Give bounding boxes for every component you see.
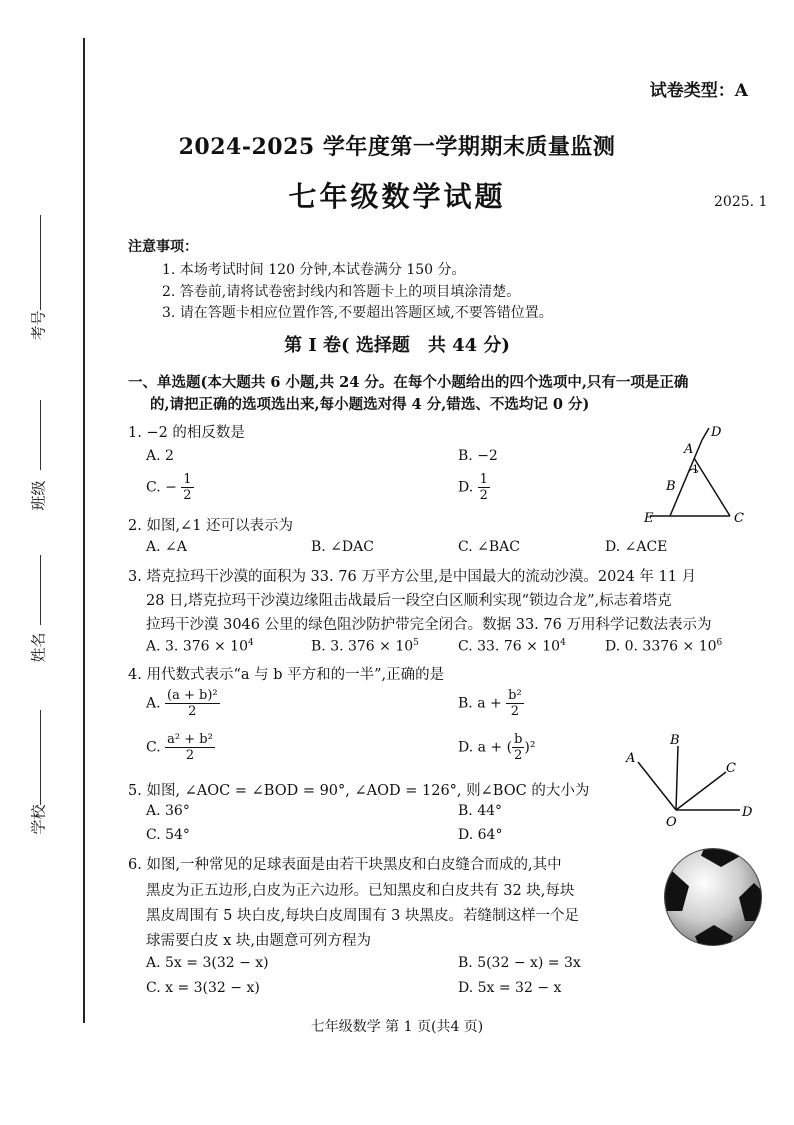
q1-d-fraction: $\frac{1}{2}$ (479, 472, 488, 503)
q3-line-1: 3. 塔克拉玛干沙漠的面积为 33. 76 万平方公里,是中国最大的流动沙漠。2024 年 11 月 (128, 569, 697, 585)
q5-stem: 5. 如图, ∠AOC = ∠BOD = 90°, ∠AOD = 126°, 则∠BOC 的大小为 (128, 783, 590, 799)
q3-line-2: 28 日,塔克拉玛干沙漠边缘阻击战最后一段空白区顺利实现“锁边合龙”,标志着塔克 (146, 593, 672, 609)
q1-c-fraction: $\frac{1}{2}$ (183, 472, 192, 503)
exam-date: 2025. 1 (714, 194, 768, 210)
q1-option-d (458, 472, 490, 503)
q1-d-prefix: D. (458, 479, 474, 496)
section-line-2: 的,请把正确的选项选出来,每小题选对得 4 分,错选、不选均记 0 分) (150, 396, 590, 413)
q3-option-d: D. 0. $3376 \times 10^6$ (605, 638, 723, 655)
page-footer: 七年级数学 第 1 页(共4 页) (310, 1019, 484, 1035)
exam-no-label: 考号 (29, 310, 48, 341)
name-line (40, 555, 41, 625)
fig2-label-o: O (666, 815, 677, 830)
q1-c-prefix: C. − (146, 479, 177, 496)
class-label: 班级 (29, 480, 48, 511)
part-title: 第 I 卷( 选择题 共 44 分) (284, 335, 510, 356)
q6-option-d: D. 5x = 32 − x (458, 980, 562, 996)
q4-option-b: B. a + $\frac{\text{b²}}{2}$ (458, 688, 522, 719)
q6-option-a: A. 5x = 3(32 − x) (146, 955, 269, 971)
q1-stem: 1. −2 的相反数是 (128, 425, 245, 441)
q6-line-1: 6. 如图,一种常见的足球表面是由若干块黑皮和白皮缝合而成的,其中 (128, 857, 562, 873)
q6-option-b: B. 5(32 − x) = 3x (458, 955, 581, 971)
fig2-label-d: D (742, 805, 753, 820)
fig2-label-c: C (726, 761, 736, 776)
notice-item: 3. 请在答题卡相应位置作答,不要超出答题区域,不要答错位置。 (162, 305, 553, 321)
fig1-label-c: C (734, 511, 744, 526)
q2-option-d: D. ∠ACE (605, 539, 668, 555)
q5-option-d: D. 64° (458, 827, 503, 843)
fig2-label-b: B (670, 733, 680, 748)
q4-option-d: D. a + ( $\frac{b}{2}$ )² (458, 732, 536, 763)
fig2-label-a: A (626, 751, 636, 766)
exam-no-line (40, 215, 41, 310)
q4-stem: 4. 用代数式表示“a 与 b 平方和的一半”,正确的是 (128, 667, 445, 683)
q1-option-c (146, 472, 194, 503)
triangle-figure (640, 424, 750, 528)
q3-line-3: 拉玛干沙漠 3046 公里的绿色阻沙防护带完全闭合。数据 33. 76 万用科学记数法表示为 (146, 617, 712, 633)
class-line (40, 400, 41, 470)
q2-option-a: A. ∠A (146, 539, 187, 555)
name-label: 姓名 (29, 632, 48, 663)
soccer-ball-image (664, 848, 762, 946)
angle-figure (620, 732, 770, 832)
q4-option-a: A. $\frac{\text{(a + b)²}}{2}$ (146, 688, 218, 719)
q5-option-b: B. 44° (458, 803, 503, 819)
exam-subtitle: 七年级数学试题 (288, 180, 506, 213)
section-instructions (128, 372, 688, 416)
q5-option-a: A. 36° (146, 803, 190, 819)
exam-type: 试卷类型：A (649, 81, 748, 101)
notice-item: 2. 答卷前,请将试卷密封线内和答题卡上的项目填涂清楚。 (162, 284, 521, 300)
q3-option-b: B. 3. $376 \times 10^5$ (311, 638, 419, 655)
q6-line-3: 黑皮周围有 5 块白皮,每块白皮周围有 3 块黑皮。若缝制这样一个足 (146, 908, 579, 924)
q6-line-2: 黑皮为正五边形,白皮为正六边形。已知黑皮和白皮共有 32 块,每块 (146, 883, 575, 899)
fig1-label-a: A (684, 442, 694, 457)
school-label: 学校 (29, 804, 48, 835)
q4-option-c: C. $\frac{\text{a² + b²}}{2}$ (146, 732, 213, 763)
exam-title: 2024-2025 学年度第一学期期末质量监测 (178, 134, 616, 160)
fig1-label-b: B (666, 479, 676, 494)
q2-option-b: B. ∠DAC (311, 539, 374, 555)
q2-option-c: C. ∠BAC (458, 539, 520, 555)
section-line-1: 一、单选题(本大题共 6 小题,共 24 分。在每个小题给出的四个选项中,只有一项是正确 (128, 374, 689, 391)
q6-option-c: C. x = 3(32 − x) (146, 980, 260, 996)
notice-heading: 注意事项： (128, 239, 198, 255)
q1-option-a: A. 2 (146, 448, 174, 464)
q1-option-b: B. −2 (458, 448, 498, 464)
school-line (40, 710, 41, 805)
fig1-label-1: 1 (692, 463, 699, 476)
fig1-label-e: E (644, 511, 654, 526)
q2-stem: 2. 如图,∠1 还可以表示为 (128, 518, 294, 534)
q5-option-c: C. 54° (146, 827, 190, 843)
q3-option-c: C. 33. $76 \times 10^4$ (458, 638, 566, 655)
q3-option-a: A. 3. $376 \times 10^4$ (146, 638, 254, 655)
notice-item: 1. 本场考试时间 120 分钟,本试卷满分 150 分。 (162, 262, 466, 278)
fig1-label-d: D (711, 425, 722, 440)
q6-line-4: 球需要白皮 x 块,由题意可列方程为 (146, 933, 372, 949)
